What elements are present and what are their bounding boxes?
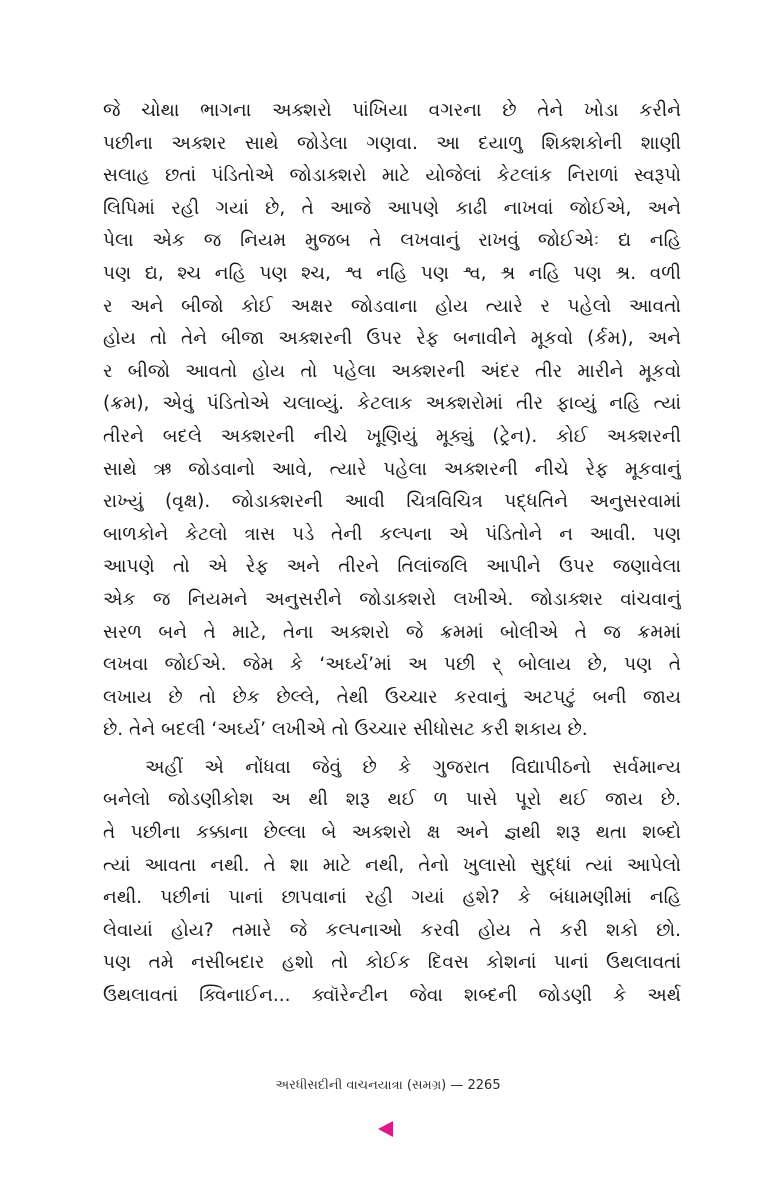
text-line: છે. તેને બદલી ‘અર્ઘ્ય’ લખીએ તો ઉચ્ચાર સીધોસટ કરી શકાય છે.: [103, 719, 588, 741]
text-line: સલાહ છતાં પંડિતોએ જોડાક્શરો માટે યોજેલાં કેટલાંક નિરાળાં સ્વરૂપો: [103, 165, 681, 187]
page-footer: અરધીસદીની વાચનયાત્રા (સમગ્ર) — 2265: [275, 1078, 501, 1093]
paragraph: [103, 752, 681, 1013]
prev-page-arrow-icon[interactable]: [378, 1121, 393, 1137]
text-line: લિપિમાં રહી ગયાં છે, તે આજે આપણે કાઢી નાખવાં જોઈએ, અને: [103, 197, 681, 219]
text-line: તે પછીના કક્કાના છેલ્લા બે અક્શરો ક્ષ અને જ્ઞથી શરૂ થતા શબ્દો: [103, 822, 681, 844]
text-line: સરળ બને તે માટે, તેના અક્શરો જે ક્રમમાં બોલીએ તે જ ક્રમમાં: [103, 621, 681, 643]
text-line: એક જ નિયમને અનુસરીને જોડાક્શરો લખીએ. જોડાક્શર વાંચવાનું: [103, 588, 681, 610]
text-line: ર અને બીજો કોઈ અક્ષર જોડવાના હોય ત્યારે ર પહેલો આવતો: [103, 295, 681, 317]
text-line: ઉથલાવતાં ક્વિનાઈન... ક્વૉરેન્ટીન જેવા શબ્દની જોડણી કે અર્થ: [103, 985, 681, 1007]
text-line: આપણે તો એ રેફ અને તીરને તિલાંજલિ આપીને ઉપર જણાવેલા: [103, 556, 681, 578]
text-line: ર બીજો આવતો હોય તો પહેલા અક્શરની અંદર તીર મારીને મૂકવો: [103, 360, 681, 382]
text-line: તીરને બદલે અક્શરની નીચે ખૂણિયું મૂક્યું (ટ્રેન). કોઈ અક્શરની: [103, 425, 681, 447]
text-line: પછીના અક્શર સાથે જોડેલા ગણવા. આ દયાળુ શિક્શકોની શાણી: [103, 132, 681, 154]
paragraph: [103, 95, 681, 747]
text-line: લેવાયાં હોય? તમારે જે કલ્પનાઓ કરવી હોય તે કરી શકો છો.: [103, 919, 681, 941]
text-line: (ક્રમ), એવું પંડિતોએ ચલાવ્યું. કેટલાક અક્શરોમાં તીર ફાવ્યું નહિ ત્યાં: [103, 393, 681, 415]
text-line: જે ચોથા ભાગના અક્શરો પાંખિયા વગરના છે તેને ખોડા કરીને: [103, 100, 681, 121]
text-line: પેલા એક જ નિયમ મુજબ તે લખવાનું રાખવું જોઈએઃ દ્ય નહિ: [103, 230, 681, 252]
text-line: લખવા જોઈએ. જેમ કે ‘અર્ઘ્ય’માં અ પછી ર્ બોલાય છે, પણ તે: [103, 654, 681, 676]
text-line: સાથે ઋ જોડવાનો આવે, ત્યારે પહેલા અક્શરની નીચે રેફ મૂકવાનું: [103, 458, 681, 480]
text-line: રાખ્યું (વૃક્ષ). જોડાક્શરની આવી ચિત્રવિચિત્ર પદ્ધતિને અનુસરવામાં: [103, 491, 681, 513]
text-line: લખાય છે તો છેક છેલ્લે, તેથી ઉચ્ચાર કરવાનું અટપટું બની જાય: [103, 686, 681, 708]
text-line: અહીં એ નોંધવા જેવું છે કે ગુજરાત વિદ્યાપીઠનો સર્વમાન્ય: [145, 756, 681, 778]
text-line: બનેલો જોડણીકોશ અ થી શરૂ થઈ ળ પાસે પૂરો થઈ જાય છે.: [103, 789, 681, 811]
text-line: નથી. પછીનાં પાનાં છાપવાનાં રહી ગયાં હશે? કે બંધામણીમાં નહિ: [103, 887, 681, 909]
text-line: પણ દ્ય, શ્ચ નહિ પણ શ્ચ, શ્વ નહિ પણ શ્વ, શ્ર નહિ પણ શ્ર. વળી: [103, 262, 681, 284]
text-line: ત્યાં આવતા નથી. તે શા માટે નથી, તેનો ખુલાસો સુદ્ધાં ત્યાં આપેલો: [103, 854, 681, 876]
text-line: હોય તો તેને બીજા અક્શરની ઉપર રેફ બનાવીને મૂકવો (ર્કમ), અને: [103, 328, 681, 350]
text-line: બાળકોને કેટલો ત્રાસ પડે તેની કલ્પના એ પંડિતોને ન આવી. પણ: [103, 523, 681, 545]
body-text: [103, 95, 681, 1013]
text-line: પણ તમે નસીબદાર હશો તો કોઈક દિવસ કોશનાં પાનાં ઉથલાવતાં: [103, 952, 681, 974]
